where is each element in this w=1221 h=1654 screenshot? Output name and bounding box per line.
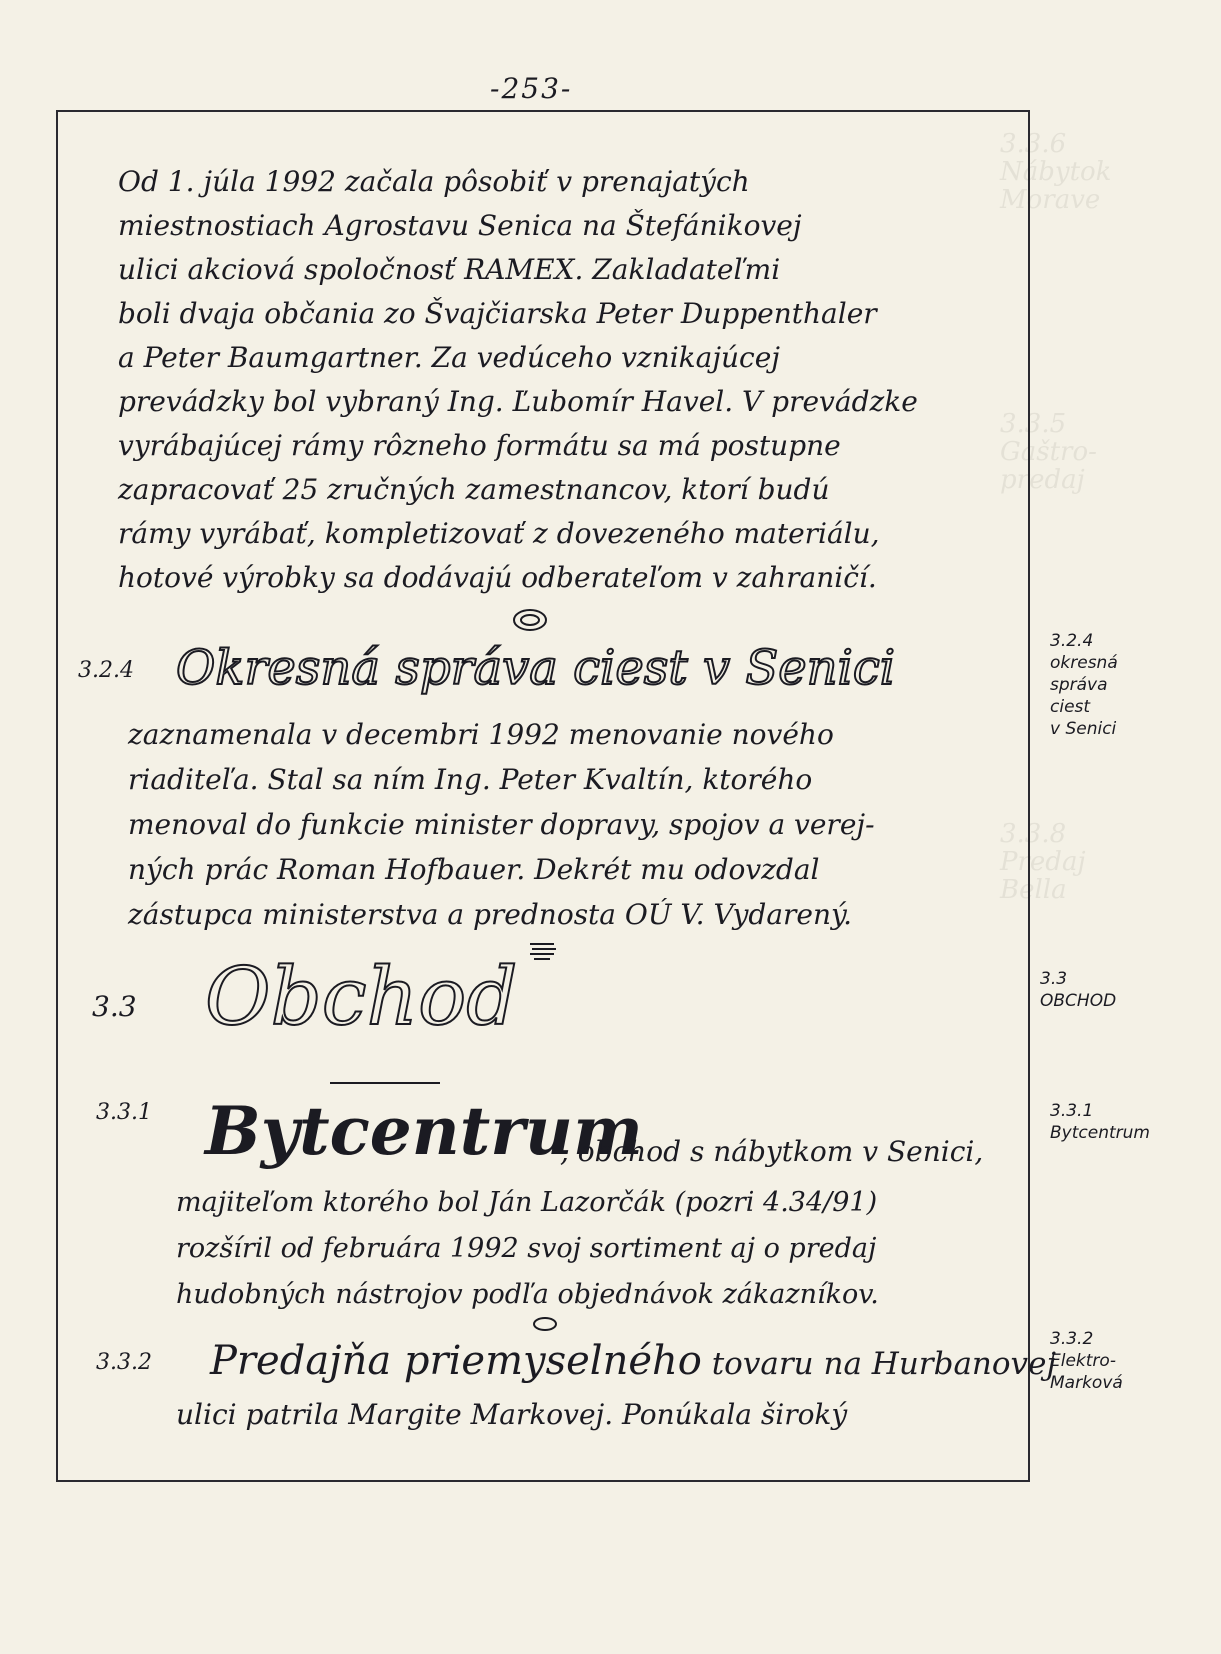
margin-line: Bytcentrum [1050,1123,1150,1143]
text-line: miestnostiach Agrostavu Senica na Štefánikovej [118,209,802,242]
text-line: tovaru na Hurbanovej [701,1346,1057,1382]
text-line: ulici patrila Margite Markovej. Ponúkala široký [176,1398,848,1431]
heading-underline [330,1082,440,1084]
text-line: prevádzky bol vybraný Ing. Ľubomír Havel. V prevádzke [118,385,918,418]
section-body [176,1180,879,1318]
text-line: a Peter Baumgartner. Za vedúceho vznikajúcej [118,341,780,374]
section-number: 3.3.1 [96,1100,152,1125]
section-number: 3.3 [92,990,137,1023]
text-line: zaznamenala v decembri 1992 menovanie nového [128,718,834,751]
margin-line: 3.3.1 [1050,1101,1094,1121]
margin-line: 3.3 [1040,969,1068,989]
text-line: zástupca ministerstva a prednosta OÚ V. Vydarený. [128,898,852,931]
text-line: ných prác Roman Hofbauer. Dekrét mu odovzdal [128,853,820,886]
text-line: hotové výrobky sa dodávajú odberateľom v zahraničí. [118,561,877,594]
margin-line: 3.2.4 [1050,631,1094,651]
text-line: rozšíril od februára 1992 svoj sortiment aj o predaj [176,1233,877,1264]
margin-line: Elektro- [1050,1351,1116,1371]
margin-line: okresná [1050,653,1118,673]
text-line: zapracovať 25 zručných zamestnancov, ktorí budú [118,473,830,506]
margin-note [1050,630,1118,740]
section-number: 3.3.2 [96,1350,152,1375]
text-line: majiteľom ktorého bol Ján Lazorčák (pozri 4.34/91) [176,1187,878,1218]
text-line: rámy vyrábať, kompletizovať z dovezeného materiálu, [118,517,880,550]
margin-line: Marková [1050,1373,1123,1393]
margin-line: správa [1050,675,1108,695]
section-heading: Bytcentrum [205,1092,643,1170]
margin-line: 3.3.2 [1050,1329,1094,1349]
bleed-through-text: 3.3.5 Gaštro- predaj [1000,409,1097,495]
margin-line: ciest [1050,697,1091,717]
margin-note [1050,1100,1150,1144]
section-number: 3.2.4 [78,658,134,683]
text-line: , obchod s nábytkom v Senici, [560,1135,984,1168]
text-line: ulici akciová spoločnosť RAMEX. Zakladateľmi [118,253,781,286]
text-line: boli dvaja občania zo Švajčiarska Peter Duppenthaler [118,297,877,330]
bleed-through-text: 3.3.8 Predaj Bella [1000,819,1086,905]
margin-note [1050,1328,1123,1394]
section-heading: Okresná správa ciest v Senici [176,640,896,696]
section-body [176,1392,847,1438]
section-heading-line [210,1338,1056,1387]
margin-line: v Senici [1050,719,1117,739]
intro-paragraph [118,160,918,600]
section-heading: Predajňa priemyselného [210,1338,702,1384]
text-line: riaditeľa. Stal sa ním Ing. Peter Kvaltín, ktorého [128,763,813,796]
section-heading-tail [560,1130,983,1173]
margin-line: OBCHOD [1040,991,1117,1011]
text-line: menoval do funkcie minister dopravy, spojov a verej- [128,808,875,841]
section-heading: Obchod [205,950,518,1043]
page-number: -253- [490,72,573,105]
section-body [128,712,875,937]
margin-note [1040,968,1116,1012]
text-line: vyrábajúcej rámy rôzneho formátu sa má postupne [118,429,841,462]
text-line: Od 1. júla 1992 začala pôsobiť v prenajatých [118,165,750,198]
bleed-through-text: 3.3.6 Nábytok Morave [1000,129,1112,215]
text-line: hudobných nástrojov podľa objednávok zákazníkov. [176,1279,879,1310]
